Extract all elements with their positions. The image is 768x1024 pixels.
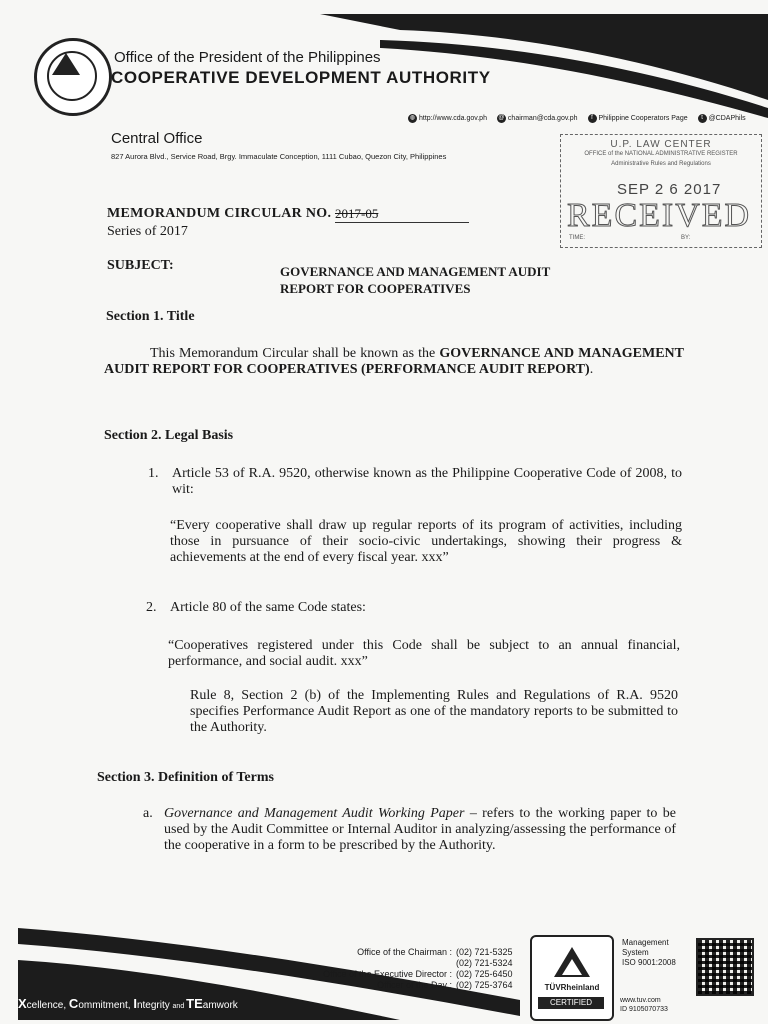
stamp-line1: U.P. LAW CENTER bbox=[610, 139, 712, 150]
tuv-contact bbox=[620, 996, 668, 1014]
section2-heading: Section 2. Legal Basis bbox=[104, 428, 234, 443]
memo-series: Series of 2017 bbox=[107, 224, 188, 239]
s2-item1-quote: “Every cooperative shall draw up regular reports of its program of activities, including those in pursuance of their socio-civic undertakings, showing their progress & achievements at the end of every fiscal year. xxx” bbox=[170, 518, 682, 565]
day-phone: (02) 725-3764 bbox=[456, 980, 513, 990]
facebook-icon: f bbox=[588, 114, 597, 123]
stamp-date: SEP 2 6 2017 bbox=[617, 181, 722, 198]
tuv-url[interactable]: www.tuv.com bbox=[620, 997, 661, 1004]
office-of-president-line: Office of the President of the Philippines bbox=[114, 49, 381, 66]
section3-heading: Section 3. Definition of Terms bbox=[97, 770, 274, 785]
footer-phone-labels bbox=[300, 947, 452, 991]
section1-text: This Memorandum Circular shall be known as the bbox=[150, 346, 440, 361]
footer-phone-numbers bbox=[456, 947, 513, 991]
stamp-line2: OFFICE of the NATIONAL ADMINISTRATIVE REGISTER bbox=[584, 151, 738, 157]
seal-triangle-icon bbox=[52, 53, 80, 75]
s2-item2-rule: Rule 8, Section 2 (b) of the Implementing Rules and Regulations of R.A. 9520 specifies Performance Audit Report as one of the mandatory reports to be submitted to the Authority. bbox=[190, 688, 678, 735]
stamp-received: RECEIVED bbox=[567, 197, 752, 234]
s3-item-a-term: Governance and Management Audit Working Paper bbox=[164, 806, 465, 821]
stamp-by-label: BY: bbox=[681, 235, 691, 241]
mgmt-line1: Management bbox=[622, 938, 669, 947]
motto-c: C bbox=[68, 996, 79, 1011]
stamp-line3: Administrative Rules and Regulations bbox=[611, 161, 711, 167]
mgmt-line3: ISO 9001:2008 bbox=[622, 958, 676, 967]
section1-text-end: . bbox=[589, 362, 594, 377]
motto-x: X bbox=[18, 996, 27, 1011]
s2-item2-number: 2. bbox=[146, 600, 157, 615]
twitter-link[interactable]: @CDAPhils bbox=[708, 115, 746, 123]
memo-label: MEMORANDUM CIRCULAR NO. bbox=[107, 206, 332, 221]
subject-line1: GOVERNANCE AND MANAGEMENT AUDIT bbox=[280, 264, 551, 279]
s3-item-a-definition: – refers to the working paper to be used by the Audit Committee or Internal Auditor in analyzing/assessing the performance of the cooperative in a form to be prescribed by the Authority. bbox=[164, 806, 676, 853]
tuv-name: TÜVRheinland bbox=[544, 983, 600, 992]
exec-phone: (02) 725-6450 bbox=[456, 969, 513, 979]
subject-line2: REPORT FOR COOPERATIVES bbox=[280, 281, 471, 296]
tuv-certified: CERTIFIED bbox=[538, 997, 604, 1009]
qr-code bbox=[696, 938, 754, 996]
contact-bar bbox=[408, 114, 746, 123]
chairman-phone2: (02) 721-5324 bbox=[456, 958, 513, 968]
stamp-time-label: TIME: bbox=[569, 235, 585, 241]
s3-item-a-paragraph bbox=[164, 806, 676, 854]
section1-title-bold: GOVERNANCE AND MANAGEMENT AUDIT REPORT FOR COOPERATIVES (PERFORMANCE AUDIT REPORT) bbox=[104, 346, 684, 377]
received-stamp bbox=[560, 134, 762, 248]
section1-paragraph bbox=[104, 346, 684, 378]
agency-name: COOPERATIVE DEVELOPMENT AUTHORITY bbox=[111, 68, 491, 87]
motto-i: I bbox=[133, 996, 137, 1011]
motto-c-rest: ommitment, bbox=[78, 1000, 134, 1011]
s2-item2-quote: “Cooperatives registered under this Code shall be subject to an annual financial, performance, and social audit. xxx” bbox=[168, 638, 680, 669]
twitter-icon: t bbox=[698, 114, 707, 123]
office-address: 827 Aurora Blvd., Service Road, Brgy. Immaculate Conception, 1111 Cubao, Quezon City, Philippines bbox=[111, 152, 447, 161]
motto-and: and bbox=[172, 1003, 187, 1010]
chairman-label: Office of the Chairman : bbox=[357, 947, 452, 957]
section1-heading: Section 1. Title bbox=[106, 309, 195, 324]
tuv-certified-badge bbox=[530, 935, 614, 1021]
mgmt-line2: System bbox=[622, 948, 649, 957]
central-office-label: Central Office bbox=[111, 130, 203, 147]
motto-x-rest: cellence, bbox=[26, 1000, 69, 1011]
footer-motto bbox=[18, 996, 238, 1011]
subject-label: SUBJECT: bbox=[107, 258, 174, 273]
s2-item1-text: Article 53 of R.A. 9520, otherwise known as the Philippine Cooperative Code of 2008, to wit: bbox=[172, 466, 682, 497]
memo-number: 2017-05 bbox=[335, 206, 469, 223]
website-link[interactable]: http://www.cda.gov.ph bbox=[419, 115, 487, 123]
s2-item2-text: Article 80 of the same Code states: bbox=[170, 600, 366, 615]
exec-label: Office of the Executive Director : bbox=[323, 969, 452, 979]
cda-seal-logo bbox=[34, 38, 112, 116]
tuv-id: ID 9105070733 bbox=[620, 1006, 668, 1013]
email-link[interactable]: chairman@cda.gov.ph bbox=[507, 115, 578, 123]
day-label: Officer of the Day : bbox=[377, 980, 452, 990]
motto-te: TE bbox=[186, 996, 203, 1011]
s2-item1-number: 1. bbox=[148, 466, 159, 481]
s3-item-a-number: a. bbox=[143, 806, 153, 821]
globe-icon: ◍ bbox=[409, 115, 416, 121]
motto-te-rest: amwork bbox=[202, 1000, 238, 1011]
motto-i-rest: ntegrity bbox=[136, 1000, 173, 1011]
chairman-phone1: (02) 721-5325 bbox=[456, 947, 513, 957]
management-system-text bbox=[622, 938, 676, 968]
facebook-link[interactable]: Philippine Cooperators Page bbox=[598, 115, 688, 123]
email-icon: @ bbox=[498, 115, 505, 121]
